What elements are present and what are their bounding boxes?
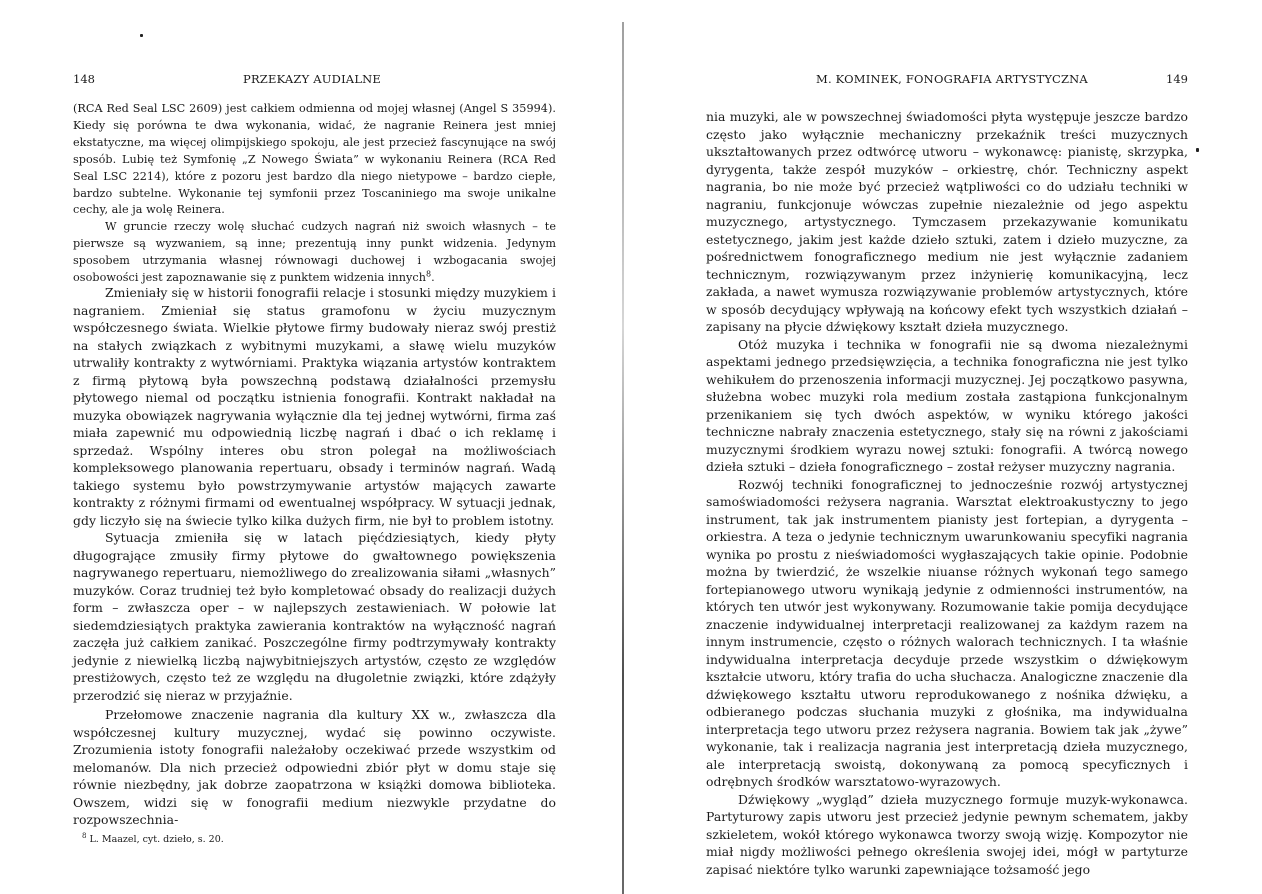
page-number: 149 [1166,72,1188,86]
footnote [82,832,224,845]
quote-paragraph: (RCA Red Seal LSC 2609) jest całkiem odmienna od mojej własnej (Angel S 35994). Kiedy się porówna te dwa wykonania, widać, że nagranie Reinera jest mniej ekstatyczne, ma więcej olimpijskiego spokoju, ale jest przecież fascynujące na swój sposób. Lubię też Symfonię „Z Nowego Świata” w wykonaniu Reinera (RCA Red Seal LSC 2214), które z pozoru jest bardzo dla niego nietypowe – bardzo ciepłe, bardzo subtelne. Wykonanie tej symfonii przez Toscaniniego ma swoje unikalne cechy, ale ja wolę Reinera. [73,102,556,217]
body-paragraph: Sytuacja zmieniła się w latach pięćdziesiątych, kiedy płyty długogrające zmusiły firmy płytowe do gwałtownego powiększenia nagrywanego repertuaru, niemożliwego do zrealizowania siłami „własnych” muzyków. Coraz trudniej też było kompletować obsady do realizacji dużych form – zwłaszcza oper – w najlepszych zestawieniach. W połowie lat siedemdziesiątych praktyka zawierania kontraktów na wyłączność nagrań zaczęła już całkiem zanikać. Poszczególne firmy podtrzymywały kontrakty jedynie z niewielką liczbą najwybitniejszych artystów, często ze względów prestiżowych, często też ze względu na długoletnie związki, które zdążyły przerodzić się nieraz w przyjaźnie. [73,530,556,703]
body-section-2 [73,706,556,829]
body-paragraph: nia muzyki, ale w powszechnej świadomości płyta występuje jeszcze bardzo często jako wyłącznie mechaniczny przekaźnik treści muzycznych ukształtowanych przez odtwórcę utworu – wykonawcę: pianistę, skrzypka, dyrygenta, także zespół muzyków – orkiestrę, chór. Techniczny aspekt nagrania, bo nie może być przecież wątpliwości co do udziału techniki w nagraniu, funkcjonuje wówczas zupełnie niezależnie od jego aspektu muzycznego, artystycznego. Tymczasem przekazywanie komunikatu estetycznego, jakim jest każde dzieło sztuki, zatem i dzieło muzyczne, za pośrednictwem fonograficznego medium nie jest wyłącznie zadaniem technicznym, rozwiązywanym przez inżynierię komunikacyjną, lecz zakłada, a nawet wymusza rozwiązywanie problemów artystycznych, które w sposób decydujący wpływają na końcowy efekt tych wszystkich działań – zapisany na płycie dźwiękowy kształt dzieła muzycznego. [706,109,1188,334]
left-page [0,0,622,894]
body-paragraph: Otóż muzyka i technika w fonografii nie są dwoma niezależnymi aspektami jednego przedsięwzięcia, a technika fonograficzna nie jest tylko wehikułem do przenoszenia informacji muzycznej. Jej początkowo pasywna, służebna wobec muzyki rola medium została zastąpiona funkcjonalnym przenikaniem się tych dwóch aspektów, w wyniku którego jakości techniczne nabrały znaczenia estetycznego, stały się na równi z jakościami muzycznymi środkiem wyrazu nowej sztuki: fonografii. A twórcą nowego dzieła sztuki – dzieła fonograficznego – został reżyser muzyczny nagrania. [706,336,1188,474]
body-paragraph: Dźwiękowy „wygląd” dzieła muzycznego formuje muzyk-wykonawca. Partyturowy zapis utworu jest przecież jedynie pewnym schematem, jakby szkieletem, wokół którego wykonawca tworzy swoją wizję. Kompozytor nie miał nigdy możliwości pełnego określenia swojej idei, mógł w partyturze zapisać niektóre tylko warunki zapewniające tożsamość jego [706,791,1188,877]
right-page [624,0,1262,894]
footnote-text: L. Maazel, cyt. dzieło, s. 20. [89,834,224,846]
body-section-1 [73,284,556,704]
quote-paragraph: W gruncie rzeczy wolę słuchać cudzych nagrań niż swoich własnych – te pierwsze są wyzwaniem, są inne; prezentują inny punkt widzenia. Jedynym sposobem utrzymania własnej równowagi duchowej i wzbogacania swojej osobowości jest zapoznawanie się z punktem widzenia innych$^8$. [73,220,556,285]
running-head: M. KOMINEK, FONOGRAFIA ARTYSTYCZNA [816,72,1088,86]
body-paragraph: Zmieniały się w historii fonografii relacje i stosunki między muzykiem i nagraniem. Zmieniał się status gramofonu w życiu muzycznym współczesnego świata. Wielkie płytowe firmy budowały nieraz swój prestiż na stałych związkach z wybitnymi muzykami, a sławę wielu muzyków utrwaliły kontrakty z wytwórniami. Praktyka wiązania artystów kontraktem z firmą płytową była powszechną podstawą działalności przemysłu płytowego niemal od początku istnienia fonografii. Kontrakt nakładał na muzyka obowiązek nagrywania wyłącznie dla tej jednej wytwórni, firma zaś miała zapewnić mu odpowiednią liczbę nagrań i dbać o ich reklamę i sprzedaż. Wspólny interes obu stron polegał na możliwościach kompleksowego planowania repertuaru, obsady i terminów nagrań. Wadą takiego systemu było powstrzymywanie artystów mających zawarte kontrakty z różnymi firmami od ewentualnej współpracy. W sytuacji jednak, gdy liczyło się na świecie tylko kilka dużych firm, nie był to problem istotny. [73,285,556,528]
body-paragraph: Przełomowe znaczenie nagrania dla kultury XX w., zwłaszcza dla współczesnej kultury muzycznej, wydać się powinno oczywiste. Zrozumienia istoty fonografii należałoby oczekiwać przede wszystkim od melomanów. Dla nich przecież odpowiedni zbiór płyt w domu staje się równie niezbędny, jak dobrze zaopatrzona w książki domowa biblioteka. Owszem, widzi się w fonografii medium niezwykle przydatne do rozpowszechnia- [73,707,556,827]
footnote-number: 8 [82,832,87,840]
body-paragraph: Rozwój techniki fonograficznej to jednocześnie rozwój artystycznej samoświadomości reżysera nagrania. Warsztat elektroakustyczny to jego instrument, tak jak instrumentem pianisty jest fortepian, a dyrygenta – orkiestra. A teza o jedynie technicznym uwarunkowaniu specyfiki nagrania wynika po prostu z nieświadomości wygłaszających takie opinie. Podobnie można by twierdzić, że wszelkie niuanse różnych wykonań tego samego fortepianowego utworu wynikają jedynie z odmienności instrumentów, na których ten utwór jest wykonywany. Rozumowanie takie pomija decydujące znaczenie indywidualnej interpretacji realizowanej za każdym razem na innym instrumencie, często o różnych walorach technicznych. I ta właśnie indywidualna interpretacja decyduje przede wszystkim o dźwiękowym kształcie utworu, który trafia do ucha słuchacza. Analogiczne znaczenie dla dźwiękowego kształtu utworu reprodukowanego z nośnika dźwięku, a odbieranego podczas słuchania muzyki z głośnika, ma indywidualna interpretacja tego utworu przez reżysera nagrania. Bowiem tak jak „żywe” wykonanie, tak i realizacja nagrania jest interpretacją dzieła muzycznego, ale interpretacją swoistą, dokonywaną za pomocą specyficznych i odrębnych środków warsztatowo-wyrazowych. [706,476,1188,789]
footnote-marker: 8 [425,269,432,279]
quotation-block [73,101,556,287]
running-head: PRZEKAZY AUDIALNE [243,72,382,86]
page-number: 148 [73,72,95,86]
body-text [706,108,1188,878]
